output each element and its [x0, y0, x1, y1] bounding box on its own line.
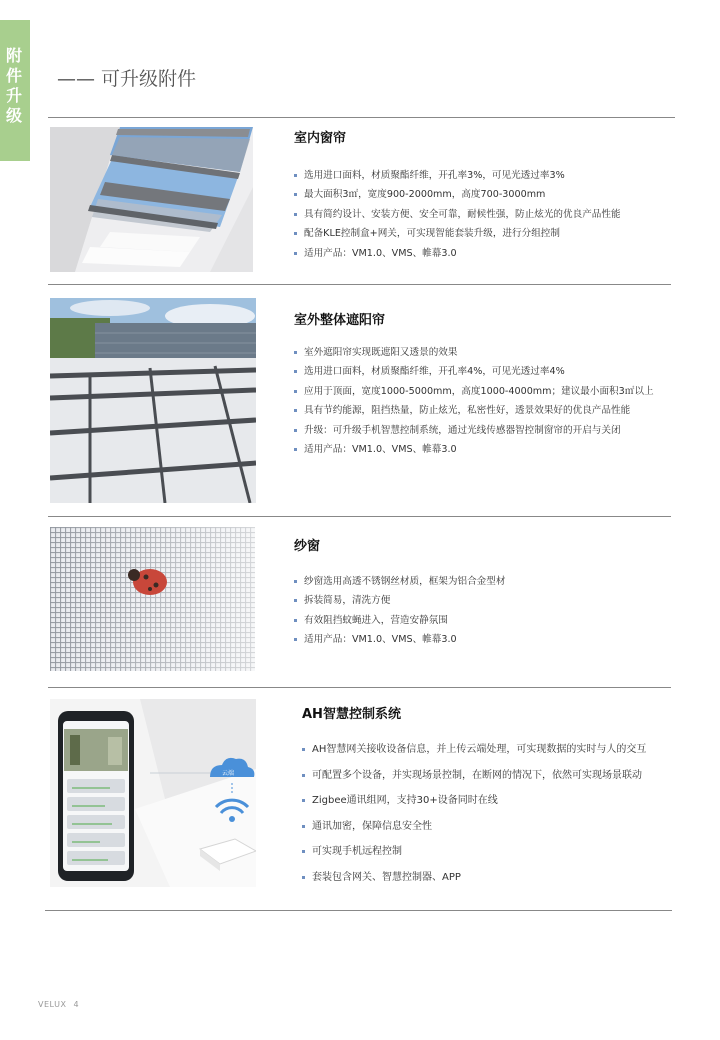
side-tab [0, 20, 30, 161]
section-title: 纱窗 [294, 539, 321, 554]
feature-list [294, 166, 675, 263]
list-item: 通讯加密，保障信息安全性 [302, 814, 675, 840]
list-item: 配备KLE控制盒+网关，可实现智能套装升级，进行分组控制 [294, 224, 675, 243]
divider [48, 516, 671, 517]
page-number: 4 [73, 1000, 80, 1009]
list-item: 适用产品：VM1.0、VMS、帷幕3.0 [294, 244, 675, 263]
side-tab-char: 级 [6, 106, 23, 125]
divider [45, 910, 672, 911]
footer-brand: VELUX [38, 1000, 67, 1009]
list-item: 最大面积3㎡，宽度900-2000mm，高度700-3000mm [294, 185, 675, 204]
section-title: 室外整体遮阳帘 [294, 313, 386, 328]
list-item: 具有简约设计、安装方便、安全可靠，耐候性强，防止炫光的优良产品性能 [294, 205, 675, 224]
insect-screen-photo [50, 527, 255, 671]
list-item: 适用产品：VM1.0、VMS、帷幕3.0 [294, 440, 675, 459]
list-item: 有效阻挡蚊蝇进入，营造安静氛围 [294, 611, 675, 630]
section-outdoor-shade [50, 298, 675, 506]
section-smart-control [50, 699, 675, 889]
indoor-blind-photo [50, 127, 253, 272]
list-item: Zigbee通讯组网，支持30+设备同时在线 [302, 788, 675, 814]
list-item: 选用进口面料，材质聚酯纤维，开孔率4%，可见光透过率4% [294, 362, 675, 381]
list-item: 拆装简易，清洗方便 [294, 591, 675, 610]
section-content [302, 703, 675, 891]
side-tab-char: 升 [6, 86, 23, 105]
list-item: 可实现手机远程控制 [302, 839, 675, 865]
feature-list [294, 572, 675, 650]
list-item: 适用产品：VM1.0、VMS、帷幕3.0 [294, 630, 675, 649]
outdoor-shade-photo [50, 298, 256, 503]
section-content [294, 127, 675, 263]
section-title: 室内窗帘 [294, 131, 347, 146]
section-content [294, 535, 675, 650]
footer [38, 1000, 79, 1009]
list-item: 具有节约能源，阻挡热量，防止炫光，私密性好，透景效果好的优良产品性能 [294, 401, 675, 420]
cloud-label: 云端 [222, 770, 235, 777]
section-content [294, 309, 675, 459]
list-item: 纱窗选用高透不锈钢丝材质，框架为铝合金型材 [294, 572, 675, 591]
feature-list [294, 343, 675, 459]
divider [48, 117, 675, 118]
divider [48, 687, 671, 688]
list-item: 升级：可升级手机智慧控制系统，通过光线传感器智控制窗帘的开启与关闭 [294, 421, 675, 440]
divider [48, 284, 671, 285]
section-title: AH智慧控制系统 [302, 707, 401, 722]
side-tab-char: 附 [6, 46, 23, 65]
list-item: AH智慧网关接收设备信息，并上传云端处理，可实现数据的实时与人的交互 [302, 737, 675, 763]
section-indoor-blind [50, 127, 675, 273]
list-item: 选用进口面料，材质聚酯纤维，开孔率3%，可见光透过率3% [294, 166, 675, 185]
list-item: 应用于顶面，宽度1000-5000mm，高度1000-4000mm；建议最小面积3㎡以上 [294, 382, 675, 401]
list-item: 可配置多个设备，并实现场景控制，在断网的情况下，依然可实现场景联动 [302, 763, 675, 789]
page-title: —— 可升级附件 [57, 68, 197, 90]
feature-list [302, 737, 675, 891]
side-tab-char: 件 [6, 66, 23, 85]
section-insect-screen [50, 527, 675, 672]
smart-control-photo [50, 699, 256, 887]
list-item: 室外遮阳帘实现既遮阳又透景的效果 [294, 343, 675, 362]
list-item: 套装包含网关、智慧控制器、APP [302, 865, 675, 891]
